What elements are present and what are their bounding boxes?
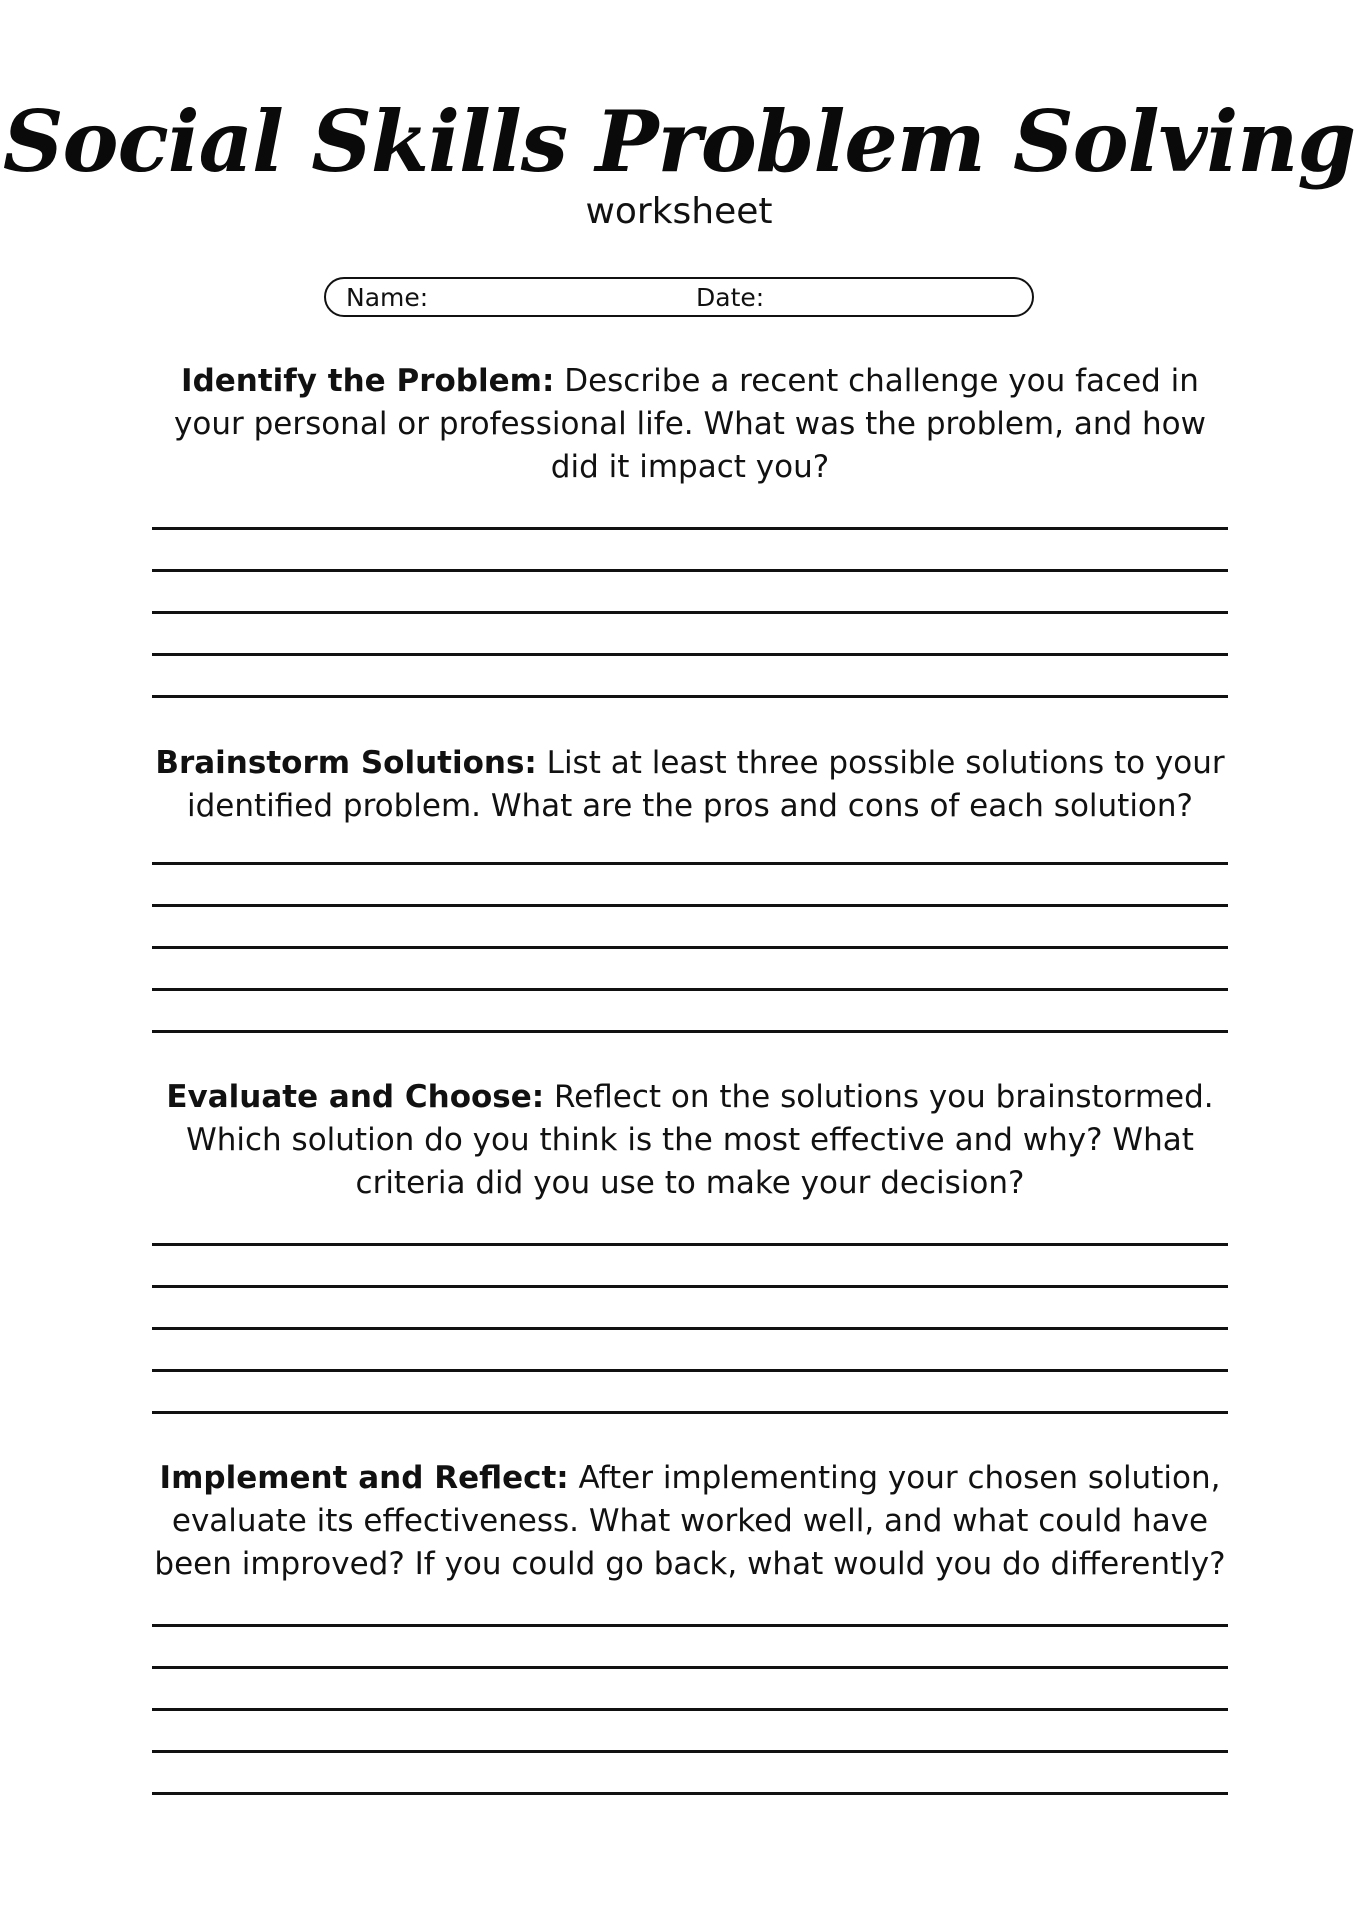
answer-line[interactable] xyxy=(152,569,1228,572)
section-prompt xyxy=(152,742,1228,828)
section-prompt xyxy=(152,360,1228,489)
section-evaluate-choose xyxy=(152,1076,1228,1205)
answer-line[interactable] xyxy=(152,1369,1228,1372)
date-label: Date: xyxy=(696,283,765,312)
answer-line[interactable] xyxy=(152,904,1228,907)
answer-line[interactable] xyxy=(152,862,1228,865)
page-title: Social Skills Problem Solving xyxy=(2,92,1356,191)
answer-line[interactable] xyxy=(152,1030,1228,1033)
answer-line[interactable] xyxy=(152,988,1228,991)
name-date-box[interactable] xyxy=(324,277,1034,317)
section-heading: Implement and Reflect: xyxy=(159,1460,569,1496)
name-label: Name: xyxy=(346,283,429,312)
section-heading: Identify the Problem: xyxy=(181,363,555,399)
section-heading: Evaluate and Choose: xyxy=(166,1079,545,1115)
answer-line[interactable] xyxy=(152,1624,1228,1627)
answer-line[interactable] xyxy=(152,1327,1228,1330)
section-implement-reflect xyxy=(152,1457,1228,1586)
section-text: Describe a recent challenge you faced in your personal or professional life. What was the problem, and how did it impact you? xyxy=(174,363,1206,485)
answer-line[interactable] xyxy=(152,1666,1228,1669)
answer-line[interactable] xyxy=(152,1411,1228,1414)
section-text: After implementing your chosen solution, evaluate its effectiveness. What worked well, and what could have been improved? If you could go back, what would you do differently? xyxy=(154,1460,1226,1582)
answer-line[interactable] xyxy=(152,527,1228,530)
answer-line[interactable] xyxy=(152,946,1228,949)
section-identify-problem xyxy=(152,360,1228,489)
answer-line[interactable] xyxy=(152,653,1228,656)
section-text: Reflect on the solutions you brainstormed. Which solution do you think is the most effective and why? What criteria did you use to make your decision? xyxy=(186,1079,1214,1201)
section-text: List at least three possible solutions to your identified problem. What are the pros and cons of each solution? xyxy=(186,745,1225,824)
answer-line[interactable] xyxy=(152,1750,1228,1753)
answer-line[interactable] xyxy=(152,1243,1228,1246)
answer-line[interactable] xyxy=(152,611,1228,614)
answer-line[interactable] xyxy=(152,1792,1228,1795)
answer-line[interactable] xyxy=(152,1708,1228,1711)
answer-line[interactable] xyxy=(152,695,1228,698)
section-prompt xyxy=(152,1457,1228,1586)
page-subtitle: worksheet xyxy=(585,191,773,232)
section-brainstorm-solutions xyxy=(152,742,1228,828)
answer-line[interactable] xyxy=(152,1285,1228,1288)
section-heading: Brainstorm Solutions: xyxy=(155,745,537,781)
section-prompt xyxy=(152,1076,1228,1205)
